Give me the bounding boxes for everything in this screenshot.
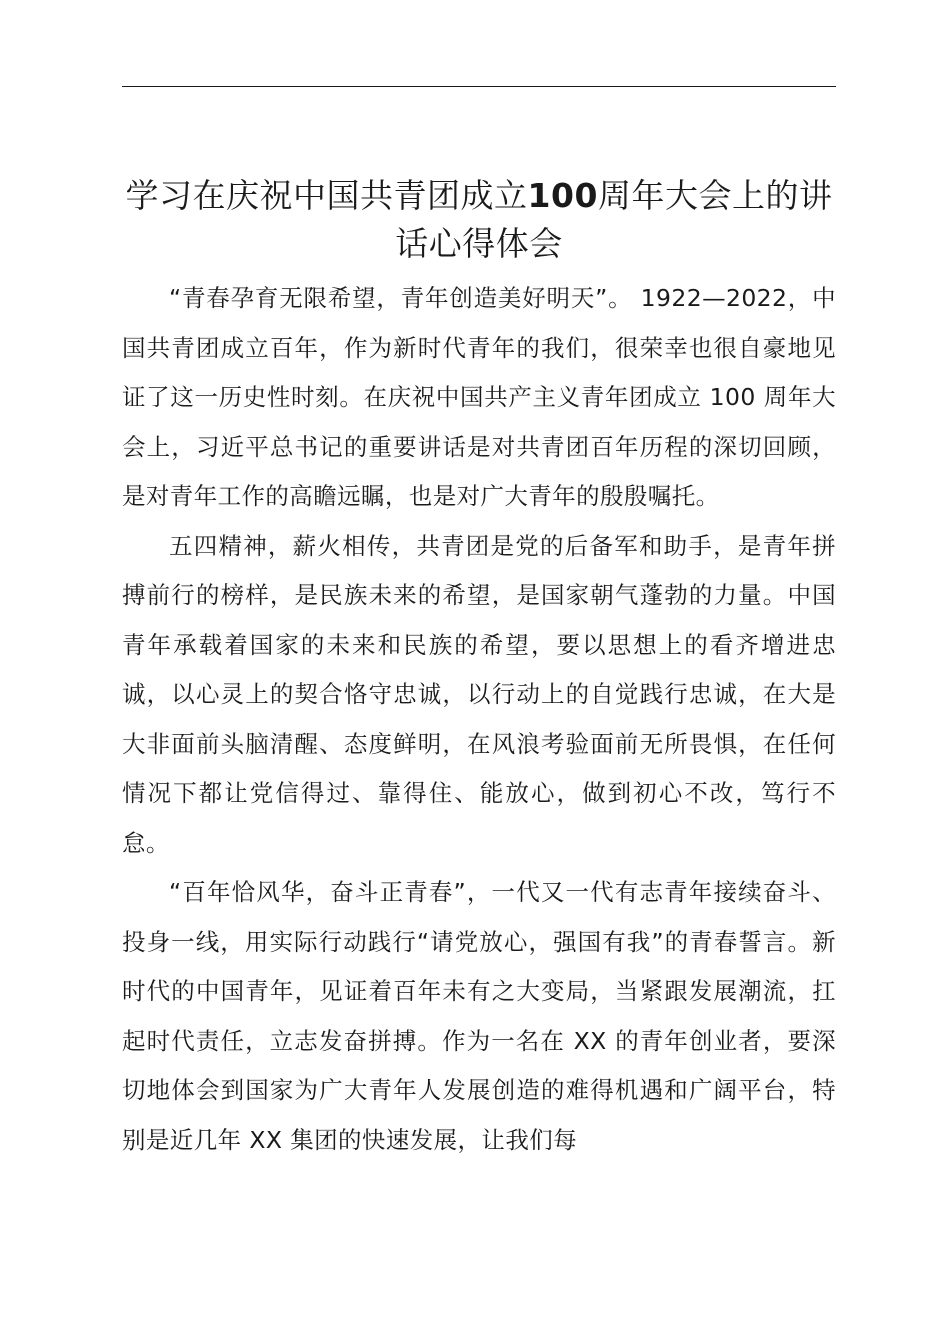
paragraph-3: “百年恰风华，奋斗正青春”，一代又一代有志青年接续奋斗、投身一线，用实际行动践行“请党放心，强国有我”的青春誓言。新时代的中国青年，见证着百年未有之大变局，当紧跟发展潮流，扛起时代责任，立志发奋拼搏。作为一名在 XX 的青年创业者，要深切地体会到国家为广大青年人发展创造的难得机遇和广阔平台，特别是近几年 XX 集团的快速发展，让我们每	[122, 878, 836, 1154]
title-part-1: 学习在庆祝中国共青团成立	[125, 176, 528, 216]
title-part-2: 周年大会上的讲话心得体会	[395, 176, 833, 264]
title-number: 100	[527, 176, 598, 216]
paragraph-1: “青春孕育无限希望，青年创造美好明天”。 1922—2022，中国共青团成立百年，作为新时代青年的我们，很荣幸也很自豪地见证了这一历史性时刻。在庆祝中国共产主义青年团成立 100 周年大会上，习近平总书记的重要讲话是对共青团百年历程的深切回顾，是对青年工作的高瞻远瞩，也是对广大青年的殷殷嘱托。	[122, 284, 836, 510]
document-title	[122, 172, 836, 268]
paragraph-2: 五四精神，薪火相传，共青团是党的后备军和助手，是青年拼搏前行的榜样，是民族未来的希望，是国家朝气蓬勃的力量。中国青年承载着国家的未来和民族的希望，要以思想上的看齐增进忠诚，以心灵上的契合恪守忠诚，以行动上的自觉践行忠诚，在大是大非面前头脑清醒、态度鲜明，在风浪考验面前无所畏惧，在任何情况下都让党信得过、靠得住、能放心，做到初心不改，笃行不怠。	[122, 531, 836, 857]
header-rule	[122, 86, 836, 87]
document-body	[122, 274, 836, 1165]
